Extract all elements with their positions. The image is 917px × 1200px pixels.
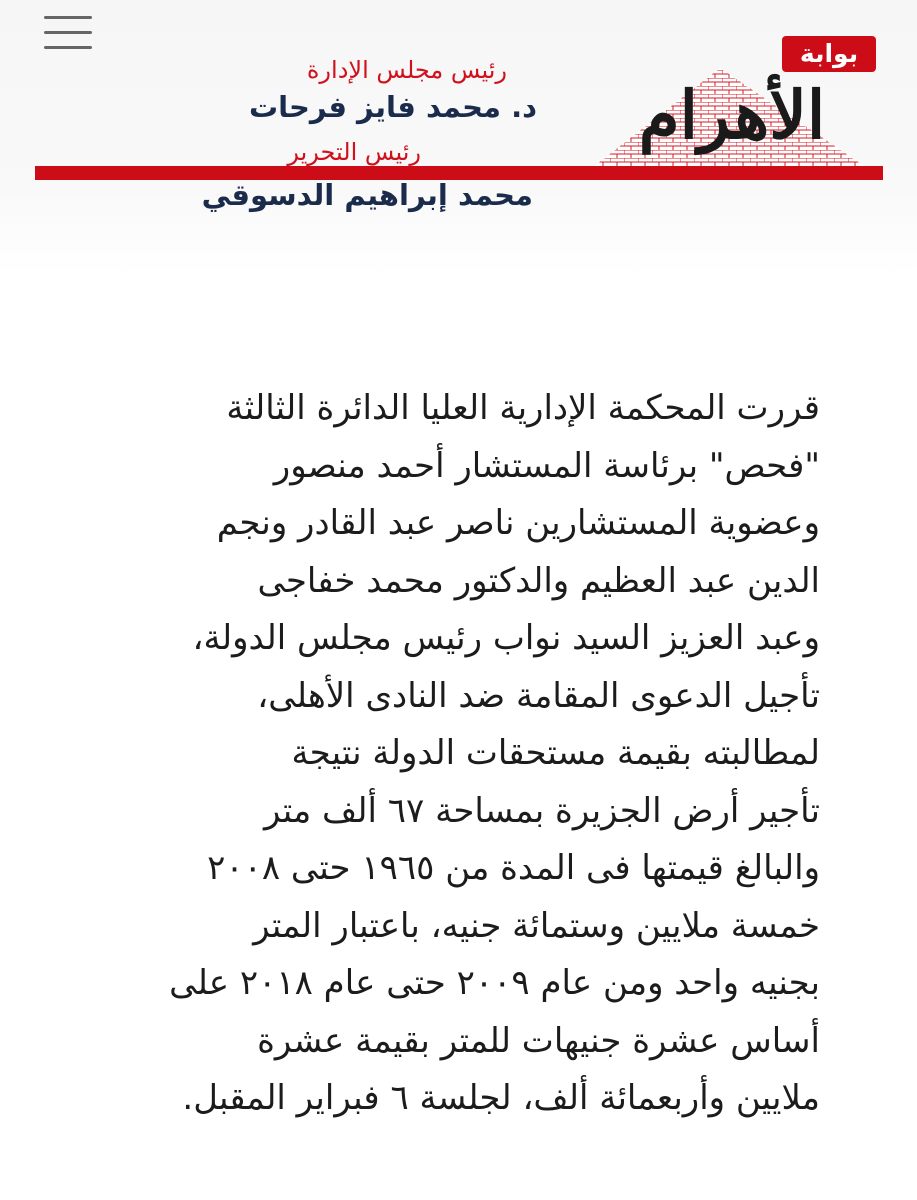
article-line: قررت المحكمة الإدارية العليا الدائرة الثالثة: [226, 388, 820, 428]
editor-role: رئيس التحرير: [287, 138, 421, 166]
article-line: "فحص" برئاسة المستشار أحمد منصور: [273, 445, 820, 486]
article-line: أساس عشرة جنيهات للمتر بقيمة عشرة: [257, 1020, 820, 1061]
menu-bar-bottom: [44, 46, 92, 49]
menu-bar-middle: [44, 31, 92, 34]
article-line: وعبد العزيز السيد نواب رئيس مجلس الدولة،: [192, 618, 820, 658]
site-logo[interactable]: [582, 30, 882, 170]
article-line: الدين عبد العظيم والدكتور محمد خفاجى: [257, 560, 820, 601]
logo-badge: بوابة: [782, 36, 876, 72]
article-line: تأجيل الدعوى المقامة ضد النادى الأهلى،: [257, 675, 820, 716]
chairman-name: د. محمد فايز فرحات: [248, 90, 537, 124]
article-body: [100, 380, 820, 1128]
article-line: بجنيه واحد ومن عام ٢٠٠٩ حتى عام ٢٠١٨ على: [169, 963, 820, 1003]
menu-bar-top: [44, 16, 92, 19]
editor-name: محمد إبراهيم الدسوقي: [201, 178, 533, 212]
article-line: وعضوية المستشارين ناصر عبد القادر ونجم: [216, 503, 820, 543]
article-line: ملايين وأربعمائة ألف، لجلسة ٦ فبراير المقبل.: [182, 1078, 820, 1118]
article-line: تأجير أرض الجزيرة بمساحة ٦٧ ألف متر: [263, 790, 820, 831]
chairman-role: رئيس مجلس الإدارة: [306, 56, 507, 84]
logo-wordmark: الأهرام: [638, 76, 826, 154]
article-line: لمطالبته بقيمة مستحقات الدولة نتيجة: [291, 733, 820, 773]
hamburger-menu-icon[interactable]: [44, 14, 94, 54]
article-line: خمسة ملايين وستمائة جنيه، باعتبار المتر: [253, 905, 820, 946]
site-header: [0, 0, 917, 275]
article-line: والبالغ قيمتها فى المدة من ١٩٦٥ حتى ٢٠٠٨: [207, 848, 820, 888]
